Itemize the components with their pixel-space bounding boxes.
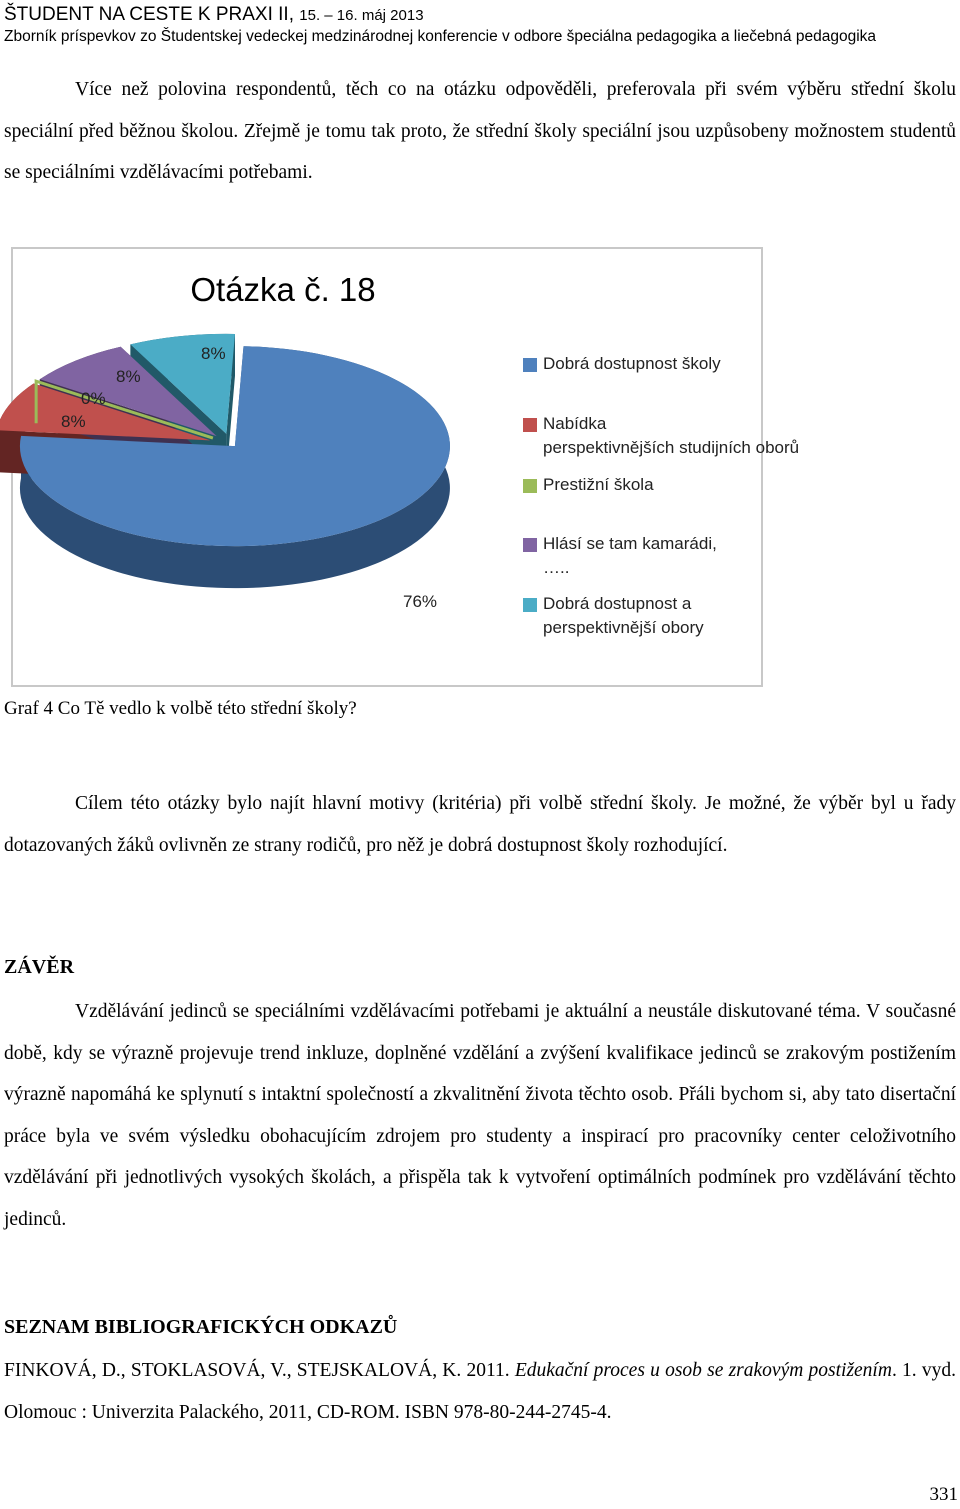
heading-bibliography: SEZNAM BIBLIOGRAFICKÝCH ODKAZŮ — [4, 1316, 398, 1338]
paragraph-conclusion: Vzdělávání jedinců se speciálními vzdělávacími potřebami je aktuální a neustále diskutované téma. V současné době, kdy se výrazně projevuje trend inkluze, doplněné vzdělání a zvýšení kvalifikace jedinců se zrakovým postižením výrazně napomáhá ke splynutí s intaktní společností a zkvalitnění života těchto osob. Přáli bychom si, aby tato disertační práce byla ve svém výsledku obohacujícím zdrojem pro studenty a inspirací pro pracovníky center celoživotního vzdělávání při jednotlivých vysokých školách, a přispěla tak k vytvoření optimálních podmínek pro vzdělávání těchto jedinců. — [4, 1001, 956, 1230]
legend-label-dobra-dostupnost-skoly: Dobrá dostupnost školy — [543, 354, 721, 373]
pie-label-prestizni-skola: 0% — [81, 389, 106, 408]
chart-title: Otázka č. 18 — [190, 271, 376, 308]
page-number: 331 — [929, 1484, 958, 1505]
pie-chart — [11, 247, 800, 687]
legend-swatch-nabidka-perspektivnejsich-studijnich-oboru — [523, 418, 537, 432]
legend-swatch-prestizni-skola — [523, 479, 537, 493]
pie-label-nabidka-perspektivnejsich-studijnich-oboru: 8% — [61, 412, 86, 431]
paragraph-analysis: Cílem této otázky bylo najít hlavní motivy (kritéria) při volbě střední školy. Je možné, že výběr byl u řady dotazovaných žáků ovlivněn ze strany rodičů, pro něž je dobrá dostupnost školy rozhodující. — [4, 793, 956, 856]
figure-caption: Graf 4 Co Tě vedlo k volbě této střední školy? — [4, 698, 357, 719]
pie-label-hlasi-se-tam-kamaradi: 8% — [116, 367, 141, 386]
paragraph-intro: Více než polovina respondentů, těch co na otázku odpověděli, preferovala při svém výběru střední školu speciální před běžnou školou. Zřejmě je tomu tak proto, že střední školy speciální jsou uzpůsobeny možnostem studentů se speciálními vzdělávacími potřebami. — [4, 79, 956, 183]
legend-label-dobra-dostupnost-a-perspektivnejsi-obory: Dobrá dostupnost a perspektivnější obory — [543, 594, 704, 637]
legend-swatch-dobra-dostupnost-a-perspektivnejsi-obory — [523, 598, 537, 612]
pie-label-dobra-dostupnost-skoly: 76% — [403, 592, 438, 611]
pie-chart-svg — [13, 249, 800, 685]
legend-label-hlasi-se-tam-kamaradi: Hlásí se tam kamarádi, ….. — [543, 534, 717, 577]
legend-swatch-dobra-dostupnost-skoly — [523, 358, 537, 372]
pie-label-dobra-dostupnost-a-perspektivnejsi-obory: 8% — [201, 344, 226, 363]
bibliography-entry: FINKOVÁ, D., STOKLASOVÁ, V., STEJSKALOVÁ, K. 2011. Edukační proces u osob se zrakovým postižením. 1. vyd. Olomouc : Univerzita Palackého, 2011, CD-ROM. ISBN 978-80-244-2745-4. — [4, 1360, 956, 1423]
legend-swatch-hlasi-se-tam-kamaradi — [523, 538, 537, 552]
heading-conclusion: ZÁVĚR — [4, 956, 75, 978]
running-header-subtitle: Zborník príspevkov zo Študentskej vedeckej medzinárodnej konferencie v odbore špeciálna pedagogika a liečebná pedagogika — [4, 28, 877, 45]
running-header-title: ŠTUDENT NA CESTE K PRAXI II, 15. – 16. máj 2013 — [4, 4, 424, 25]
legend-label-nabidka-perspektivnejsich-studijnich-oboru: Nabídka perspektivnějších studijních oborů — [543, 414, 800, 457]
legend-label-prestizni-skola: Prestižní škola — [543, 475, 654, 494]
